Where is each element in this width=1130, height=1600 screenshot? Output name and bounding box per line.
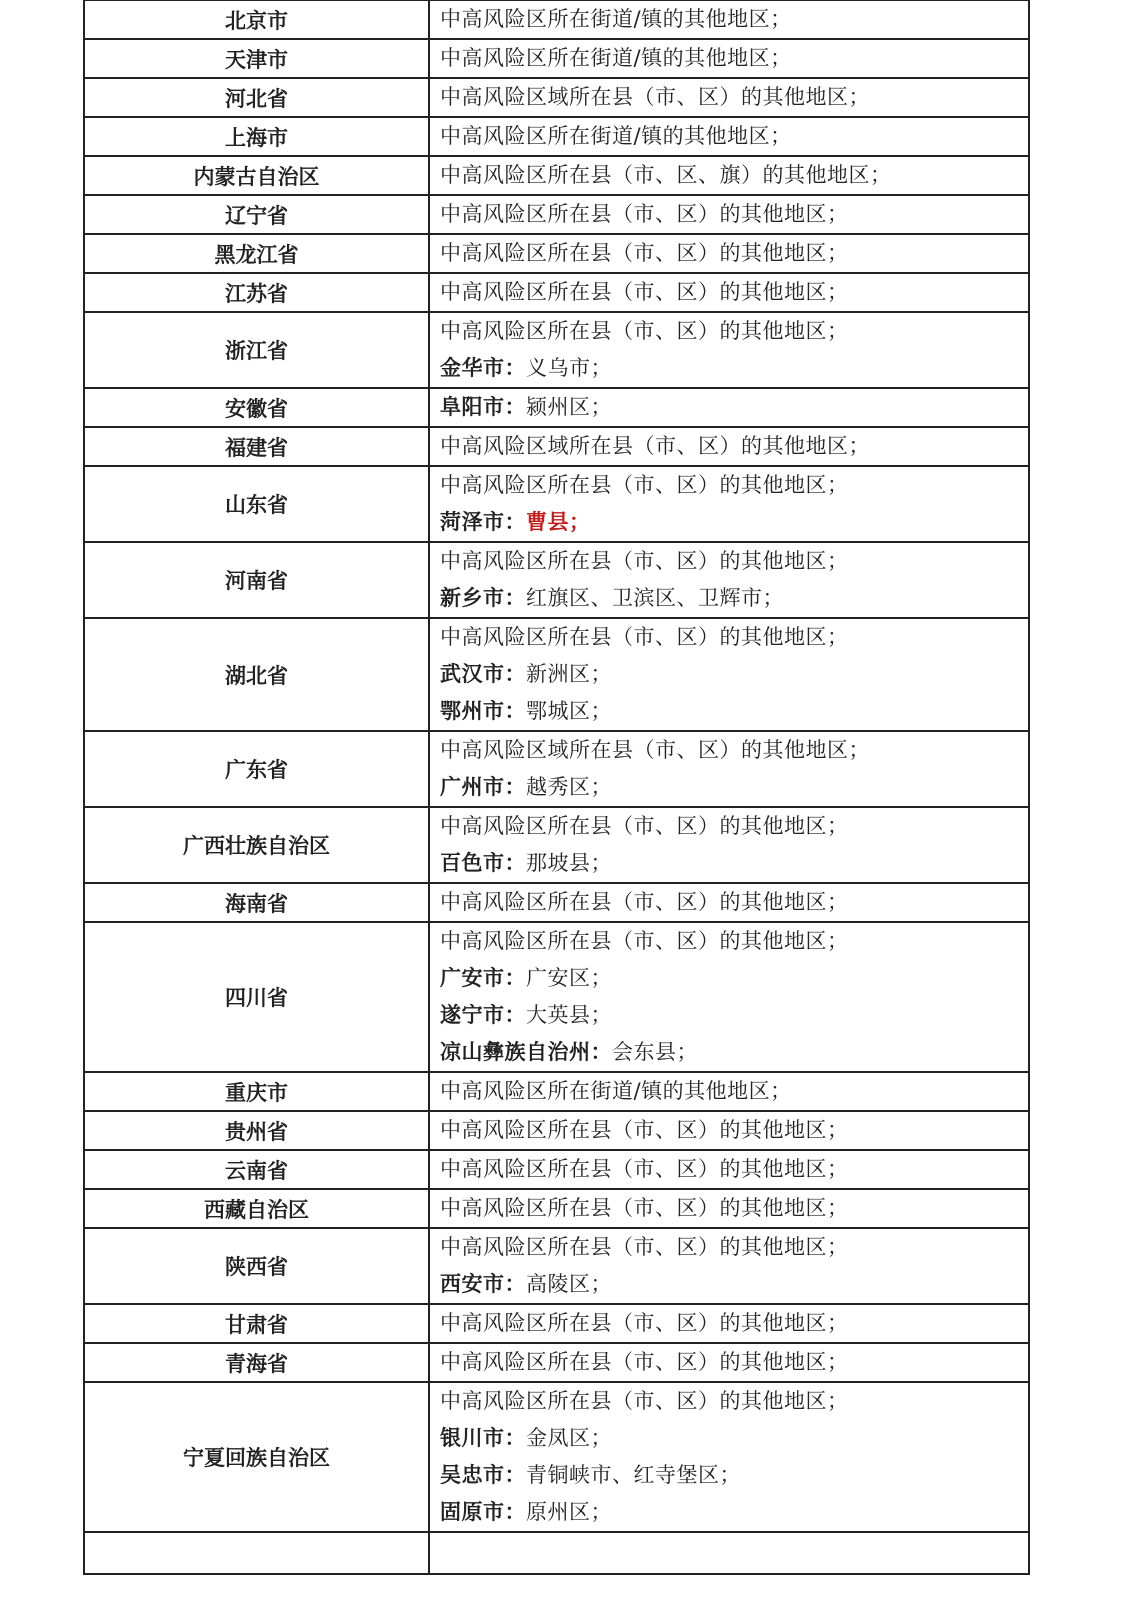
detail-line: [440, 769, 1028, 806]
table-row: [84, 39, 1029, 78]
detail-line: [440, 428, 1028, 465]
detail-cell: [429, 922, 1029, 1072]
province-cell: 安徽省: [84, 388, 429, 427]
detail-cell: [429, 1382, 1029, 1532]
province-cell: 西藏自治区: [84, 1189, 429, 1228]
district-list: 金凤区；: [526, 1426, 612, 1450]
province-cell: 上海市: [84, 117, 429, 156]
area-description: 中高风险区所在县（市、区）的其他地区；: [440, 1157, 849, 1181]
city-label: 遂宁市：: [440, 1003, 526, 1027]
district-list: 新洲区；: [526, 662, 612, 686]
area-description: 中高风险区所在县（市、区）的其他地区；: [440, 625, 849, 649]
detail-line: [440, 40, 1028, 77]
detail-line: [440, 389, 1028, 426]
area-description: 中高风险区所在县（市、区）的其他地区；: [440, 929, 849, 953]
detail-line: [440, 580, 1028, 617]
city-label: 菏泽市：: [440, 510, 526, 534]
table-row: [84, 1228, 1029, 1304]
detail-line: [440, 1034, 1028, 1071]
area-description: 中高风险区所在县（市、区）的其他地区；: [440, 549, 849, 573]
detail-cell: [429, 117, 1029, 156]
detail-line: [440, 1151, 1028, 1188]
area-description: 中高风险区所在县（市、区）的其他地区；: [440, 241, 849, 265]
province-cell: 重庆市: [84, 1072, 429, 1111]
detail-line: [440, 845, 1028, 882]
detail-cell: [429, 388, 1029, 427]
city-label: 凉山彝族自治州：: [440, 1040, 612, 1064]
table-row: [84, 1072, 1029, 1111]
detail-line: [440, 960, 1028, 997]
district-list: 会东县；: [612, 1040, 698, 1064]
area-description: 中高风险区域所在县（市、区）的其他地区；: [440, 85, 870, 109]
detail-cell: [429, 1111, 1029, 1150]
area-description: 中高风险区所在街道/镇的其他地区；: [440, 46, 792, 70]
table-row: [84, 1343, 1029, 1382]
district-list: 广安区；: [526, 966, 612, 990]
detail-line: [440, 1457, 1028, 1494]
table-row: [84, 234, 1029, 273]
province-cell: 宁夏回族自治区: [84, 1382, 429, 1532]
document-page: [83, 0, 1028, 1575]
district-list: 那坡县；: [526, 851, 612, 875]
detail-cell: [429, 195, 1029, 234]
district-list: 鄂城区；: [526, 699, 612, 723]
area-description: 中高风险区所在县（市、区）的其他地区；: [440, 319, 849, 343]
city-label: 阜阳市：: [440, 395, 526, 419]
highlighted-district: 曹县；: [526, 510, 591, 534]
table-row: [84, 0, 1029, 39]
area-description: 中高风险区所在县（市、区）的其他地区；: [440, 473, 849, 497]
province-cell: 广东省: [84, 731, 429, 807]
detail-line: [440, 235, 1028, 272]
detail-line: [440, 1383, 1028, 1420]
district-list: 大英县；: [526, 1003, 612, 1027]
table-row: [84, 1189, 1029, 1228]
province-cell: 北京市: [84, 0, 429, 39]
area-description: 中高风险区所在县（市、区）的其他地区；: [440, 1196, 849, 1220]
table-row: [84, 388, 1029, 427]
table-row: [84, 78, 1029, 117]
table-row: [84, 807, 1029, 883]
detail-cell: [429, 273, 1029, 312]
table-row: [84, 731, 1029, 807]
detail-line: [440, 543, 1028, 580]
detail-cell: [429, 1189, 1029, 1228]
table-row: [84, 542, 1029, 618]
province-cell: 陕西省: [84, 1228, 429, 1304]
city-label: 吴忠市：: [440, 1463, 526, 1487]
detail-line: [440, 1229, 1028, 1266]
area-description: 中高风险区域所在县（市、区）的其他地区；: [440, 738, 870, 762]
detail-line: [440, 504, 1028, 541]
city-label: 银川市：: [440, 1426, 526, 1450]
detail-line: [440, 1305, 1028, 1342]
detail-cell: [429, 39, 1029, 78]
province-cell: 云南省: [84, 1150, 429, 1189]
province-cell: 黑龙江省: [84, 234, 429, 273]
detail-line: [440, 1344, 1028, 1381]
area-description: 中高风险区所在县（市、区）的其他地区；: [440, 1311, 849, 1335]
detail-cell: [429, 234, 1029, 273]
city-label: 广州市：: [440, 775, 526, 799]
city-label: 广安市：: [440, 966, 526, 990]
table-row: [84, 922, 1029, 1072]
province-cell: 辽宁省: [84, 195, 429, 234]
detail-line: [440, 693, 1028, 730]
district-list: 义乌市；: [526, 356, 612, 380]
province-cell: [84, 1532, 429, 1574]
risk-area-table: [83, 0, 1030, 1575]
area-description: 中高风险区所在县（市、区）的其他地区；: [440, 814, 849, 838]
detail-line: [440, 274, 1028, 311]
province-cell: 青海省: [84, 1343, 429, 1382]
province-cell: 江苏省: [84, 273, 429, 312]
area-description: 中高风险区所在县（市、区）的其他地区；: [440, 890, 849, 914]
province-cell: 广西壮族自治区: [84, 807, 429, 883]
detail-cell: [429, 1343, 1029, 1382]
detail-line: [440, 313, 1028, 350]
table-row: [84, 195, 1029, 234]
city-label: 百色市：: [440, 851, 526, 875]
province-cell: 湖北省: [84, 618, 429, 731]
province-cell: 内蒙古自治区: [84, 156, 429, 195]
table-row: [84, 1532, 1029, 1574]
detail-cell: [429, 807, 1029, 883]
detail-cell: [429, 1532, 1029, 1574]
table-row: [84, 156, 1029, 195]
detail-line: [440, 619, 1028, 656]
city-label: 金华市：: [440, 356, 526, 380]
table-row: [84, 618, 1029, 731]
district-list: 青铜峡市、红寺堡区；: [526, 1463, 741, 1487]
table-row: [84, 1304, 1029, 1343]
detail-cell: [429, 1072, 1029, 1111]
province-cell: 海南省: [84, 883, 429, 922]
district-list: 颍州区；: [526, 395, 612, 419]
area-description: 中高风险区所在县（市、区）的其他地区；: [440, 202, 849, 226]
district-list: 原州区；: [526, 1500, 612, 1524]
detail-cell: [429, 618, 1029, 731]
area-description: 中高风险区所在县（市、区）的其他地区；: [440, 1118, 849, 1142]
risk-table-body: [84, 0, 1029, 1574]
province-cell: 河南省: [84, 542, 429, 618]
detail-cell: [429, 427, 1029, 466]
province-cell: 河北省: [84, 78, 429, 117]
table-row: [84, 1382, 1029, 1532]
detail-cell: [429, 1304, 1029, 1343]
detail-line: [440, 884, 1028, 921]
city-label: 鄂州市：: [440, 699, 526, 723]
detail-line: [440, 350, 1028, 387]
district-list: 越秀区；: [526, 775, 612, 799]
table-row: [84, 427, 1029, 466]
table-row: [84, 1150, 1029, 1189]
district-list: 高陵区；: [526, 1272, 612, 1296]
detail-line: [440, 467, 1028, 504]
table-row: [84, 883, 1029, 922]
detail-cell: [429, 0, 1029, 39]
detail-cell: [429, 1150, 1029, 1189]
city-label: 固原市：: [440, 1500, 526, 1524]
province-cell: 山东省: [84, 466, 429, 542]
detail-line: [440, 997, 1028, 1034]
detail-cell: [429, 883, 1029, 922]
city-label: 西安市：: [440, 1272, 526, 1296]
province-cell: 甘肃省: [84, 1304, 429, 1343]
detail-line: [440, 656, 1028, 693]
detail-cell: [429, 542, 1029, 618]
table-row: [84, 117, 1029, 156]
table-row: [84, 273, 1029, 312]
area-description: 中高风险区所在县（市、区）的其他地区；: [440, 280, 849, 304]
table-row: [84, 466, 1029, 542]
table-row: [84, 312, 1029, 388]
detail-cell: [429, 156, 1029, 195]
province-cell: 天津市: [84, 39, 429, 78]
detail-cell: [429, 312, 1029, 388]
district-list: 红旗区、卫滨区、卫辉市；: [526, 586, 784, 610]
detail-line: [440, 79, 1028, 116]
detail-cell: [429, 731, 1029, 807]
province-cell: 四川省: [84, 922, 429, 1072]
detail-line: [440, 1420, 1028, 1457]
table-row: [84, 1111, 1029, 1150]
area-description: 中高风险区所在县（市、区、旗）的其他地区；: [440, 163, 892, 187]
detail-cell: [429, 466, 1029, 542]
area-description: 中高风险区所在街道/镇的其他地区；: [440, 124, 792, 148]
area-description: 中高风险区所在街道/镇的其他地区；: [440, 1079, 792, 1103]
detail-line: [440, 1190, 1028, 1227]
detail-cell: [429, 1228, 1029, 1304]
detail-line: [440, 1494, 1028, 1531]
detail-line: [440, 196, 1028, 233]
detail-line: [440, 1, 1028, 38]
detail-line: [440, 923, 1028, 960]
detail-cell: [429, 78, 1029, 117]
detail-line: [440, 118, 1028, 155]
area-description: 中高风险区域所在县（市、区）的其他地区；: [440, 434, 870, 458]
detail-line: [440, 1112, 1028, 1149]
detail-line: [440, 808, 1028, 845]
detail-line: [440, 732, 1028, 769]
detail-line: [440, 1073, 1028, 1110]
area-description: 中高风险区所在县（市、区）的其他地区；: [440, 1350, 849, 1374]
area-description: 中高风险区所在街道/镇的其他地区；: [440, 7, 792, 31]
detail-line: [440, 157, 1028, 194]
detail-line: [440, 1266, 1028, 1303]
area-description: 中高风险区所在县（市、区）的其他地区；: [440, 1389, 849, 1413]
province-cell: 福建省: [84, 427, 429, 466]
area-description: 中高风险区所在县（市、区）的其他地区；: [440, 1235, 849, 1259]
city-label: 武汉市：: [440, 662, 526, 686]
city-label: 新乡市：: [440, 586, 526, 610]
province-cell: 贵州省: [84, 1111, 429, 1150]
province-cell: 浙江省: [84, 312, 429, 388]
